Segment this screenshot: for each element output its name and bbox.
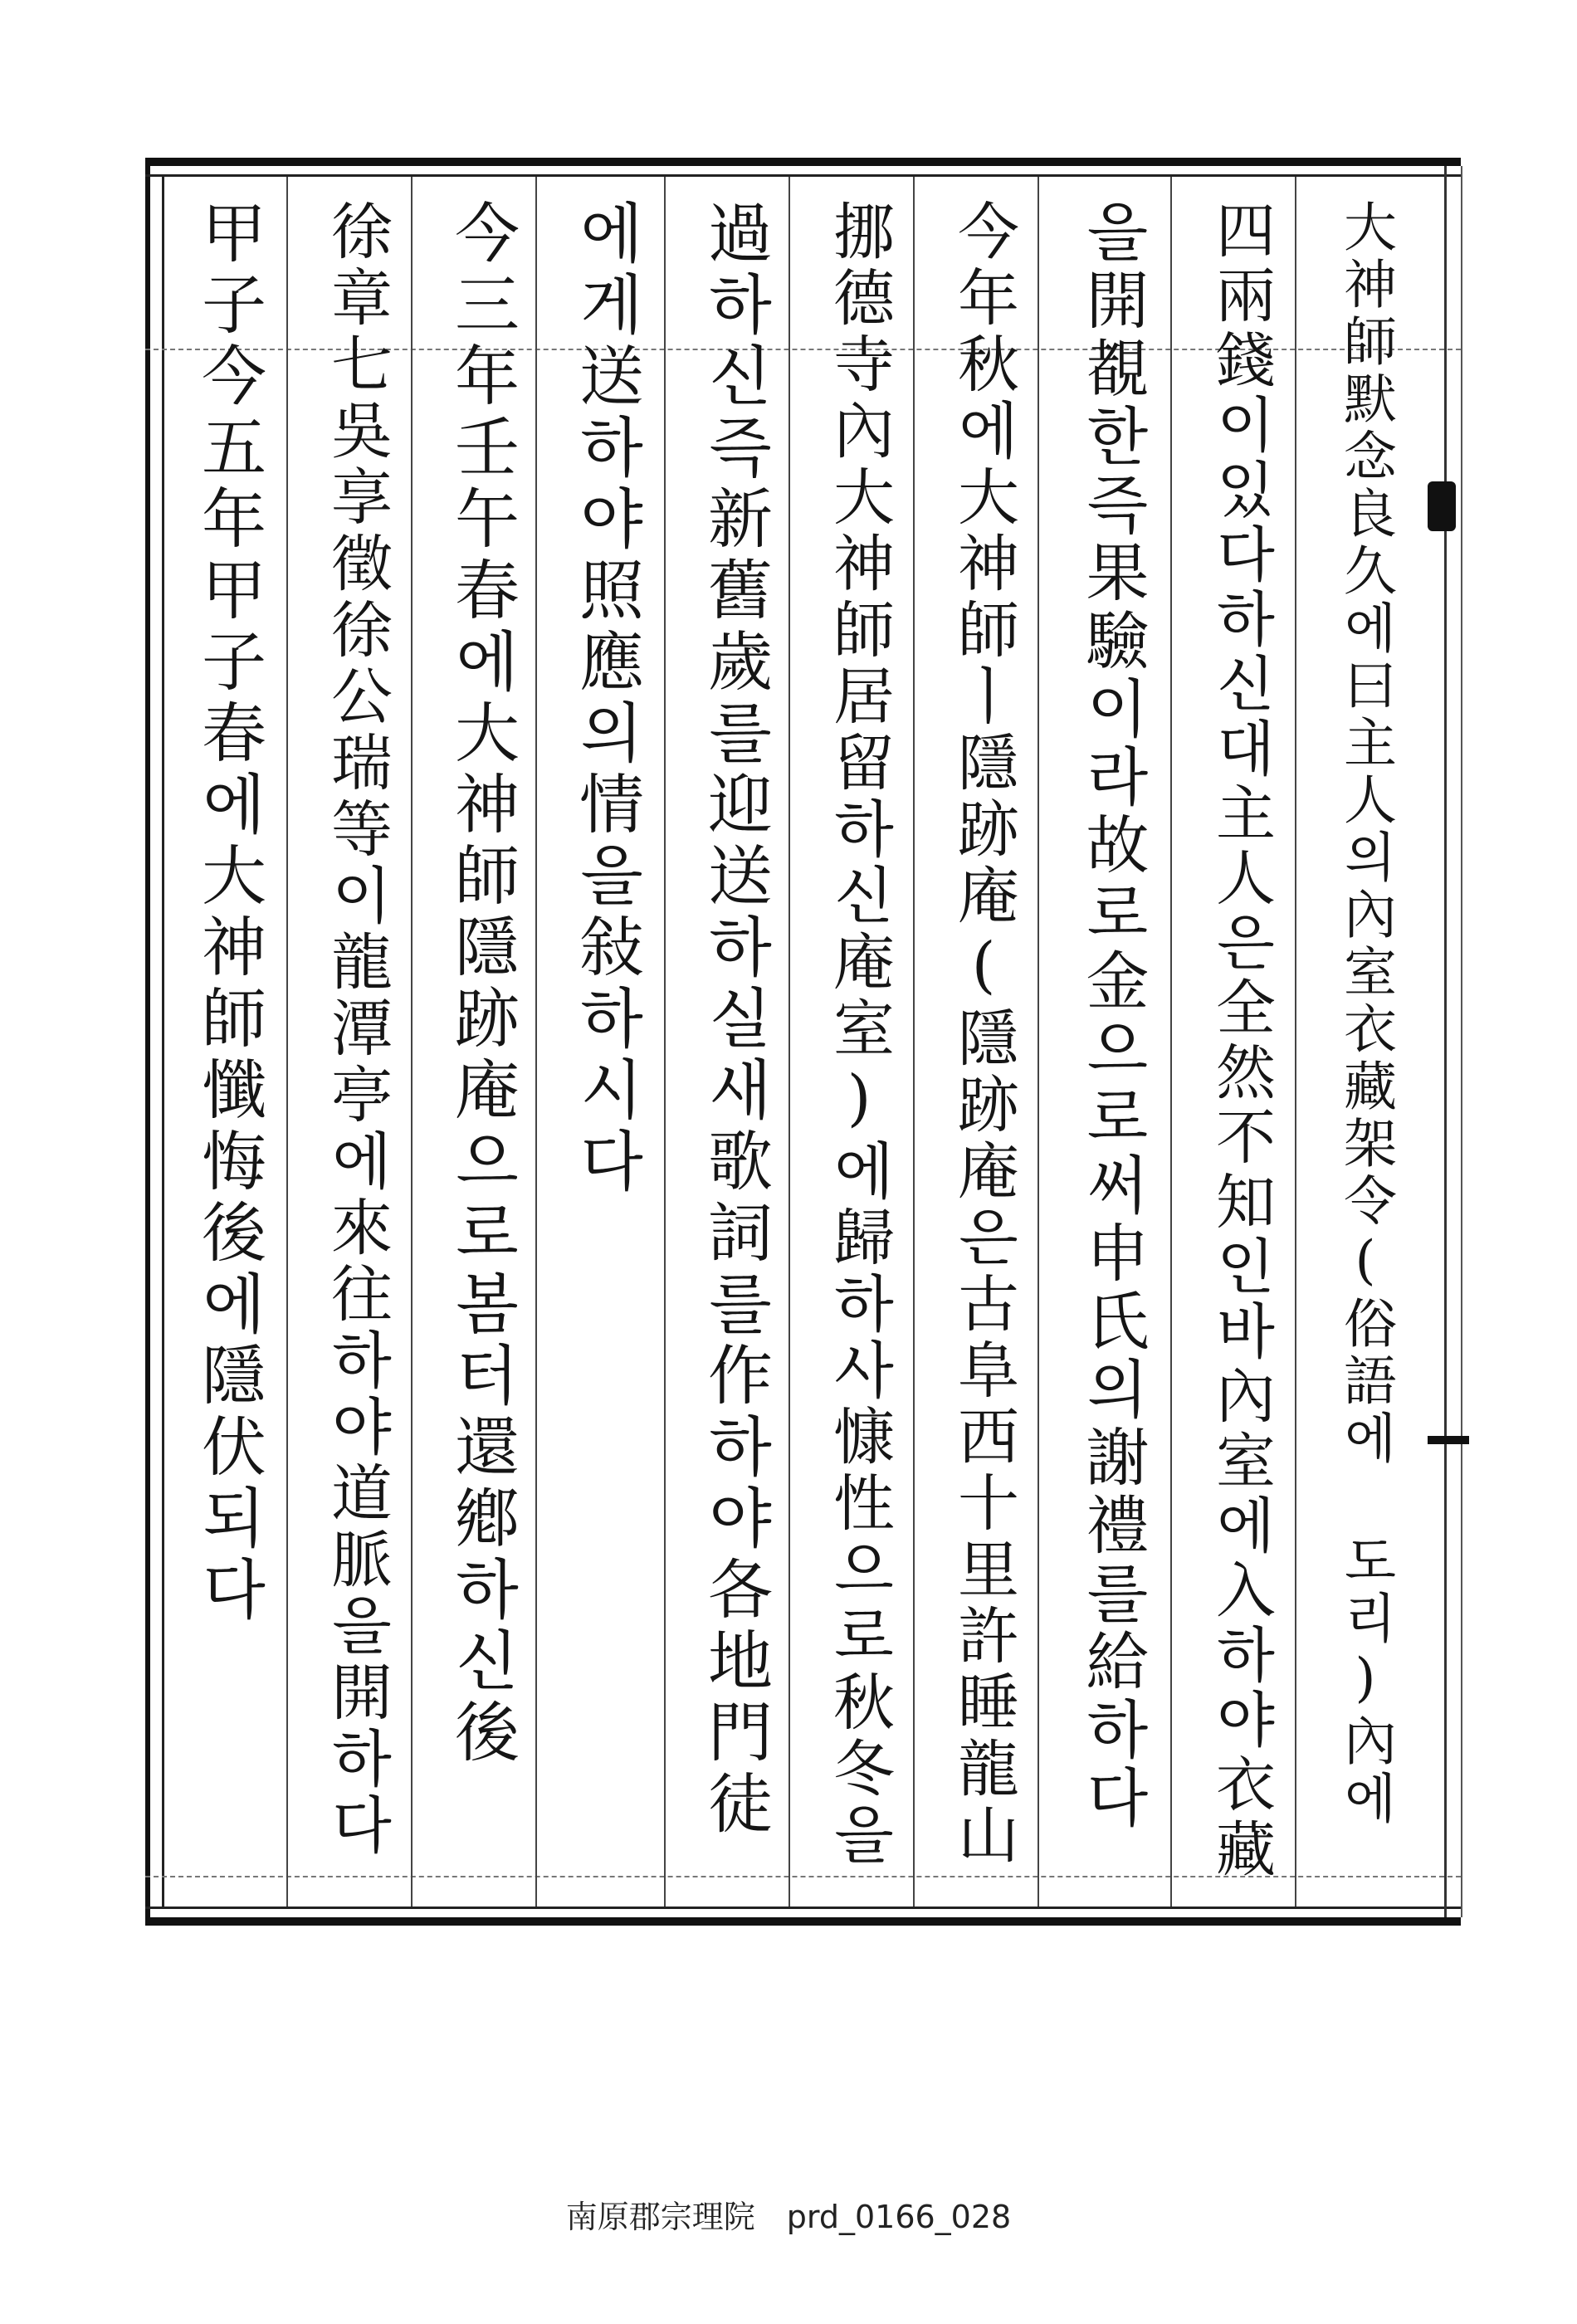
text-column-3: 을開覩한즉果驗이라故로金으로써申氏의謝禮를給하다 — [1076, 199, 1150, 1833]
column-rule — [535, 177, 537, 1907]
binding-mark — [1428, 481, 1456, 531]
column-rule — [788, 177, 790, 1907]
frame-inner-bottom-rule — [145, 1907, 1461, 1909]
page-edge-rule — [1444, 166, 1447, 1917]
column-rule — [1170, 177, 1172, 1907]
text-column-5: 挪德寺內大神師居留하신庵室)에歸하사慷性으로秋冬을 — [823, 199, 895, 1869]
text-column-8: 今三年壬午春에大神師隱跡庵으로봄터還鄕하신後 — [444, 199, 519, 1770]
binding-mark — [1428, 1436, 1469, 1444]
text-column-1: 大神師默念良久에曰主人의內室衣藏架令(俗語에 도리)內에 — [1335, 199, 1396, 1828]
column-rule — [286, 177, 288, 1907]
frame-inner-left-rule — [162, 174, 164, 1909]
column-rule — [1295, 177, 1296, 1907]
column-rule — [664, 177, 666, 1907]
text-column-9: 徐章七吳享徵徐公瑞等이龍潭亭에來往하야道脈을開하다 — [321, 199, 393, 1859]
text-column-7: 에게送하야照應의情을敍하시다 — [569, 199, 643, 1199]
page-caption: 南原郡宗理院 prd_0166_028 — [565, 2199, 1012, 2235]
text-column-4: 今年秋에大神師ㅣ隱跡庵(隱跡庵은古阜西十里許睡龍山 — [948, 199, 1019, 1869]
frame-inner-top-rule — [145, 174, 1461, 177]
text-column-2: 四兩錢이있다하신대主人은全然不知인바內室에入하야衣藏 — [1206, 199, 1276, 1882]
page-edge-rule-outer — [1461, 166, 1462, 1917]
text-column-6: 過하신즉新舊歲를迎送하실새歌詞를作하야各地門徒 — [697, 199, 772, 1841]
text-column-10: 甲子今五年甲子春에大神師懺悔後에隱伏되다 — [191, 199, 266, 1627]
column-rule — [1038, 177, 1039, 1907]
column-rule — [913, 177, 915, 1907]
column-rule — [411, 177, 413, 1907]
